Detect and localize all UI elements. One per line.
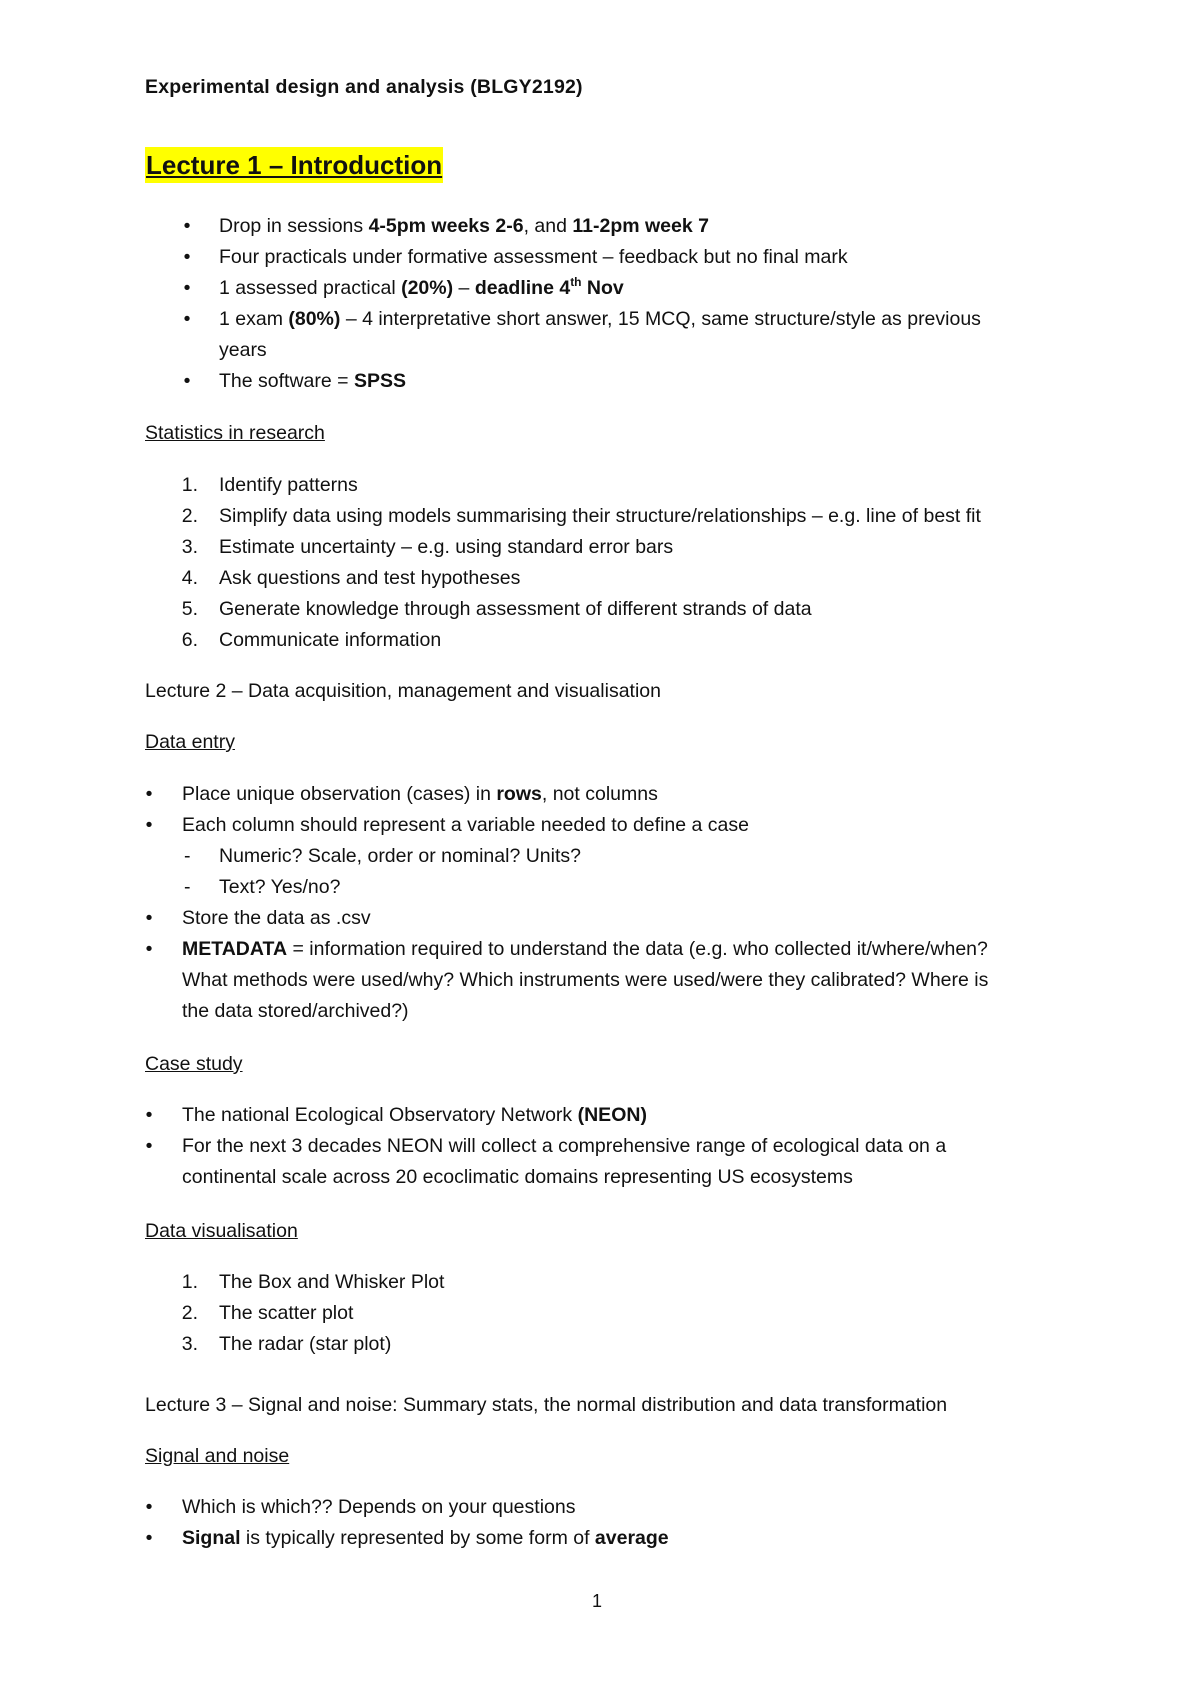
sub-list-item [0, 841, 1200, 872]
list-item-text: Generate knowledge through assessment of different strands of data [219, 598, 812, 620]
list-item [0, 594, 1200, 625]
list-item-text: continental scale across 20 ecoclimatic domains representing US ecosystems [182, 1166, 853, 1188]
list-item-text: Numeric? Scale, order or nominal? Units? [219, 845, 581, 867]
list-item [0, 1329, 1200, 1360]
list-item-text: Each column should represent a variable needed to define a case [182, 814, 749, 836]
list-item-text: Text? Yes/no? [219, 876, 341, 898]
case-study-heading: Case study [145, 1053, 243, 1075]
bullet-icon: • [183, 370, 191, 392]
list-item [0, 779, 1200, 810]
bullet-icon: • [145, 938, 153, 960]
data-entry-heading: Data entry [145, 731, 235, 753]
list-item-continuation [0, 335, 1200, 366]
statistics-heading: Statistics in research [145, 422, 325, 444]
list-item-text: METADATA = information required to understand the data (e.g. who collected it/where/when? [182, 938, 988, 960]
list-number: 2. [181, 1302, 198, 1324]
list-item-text: What methods were used/why? Which instruments were used/were they calibrated? Where is [182, 969, 989, 991]
list-item-text: Which is which?? Depends on your questions [182, 1496, 576, 1518]
bullet-icon: • [145, 1527, 153, 1549]
list-item [0, 1492, 1200, 1523]
list-item [0, 1523, 1200, 1554]
list-item-text: The scatter plot [219, 1302, 354, 1324]
bullet-icon: • [183, 308, 191, 330]
list-number: 4. [181, 567, 198, 589]
list-item [0, 211, 1200, 242]
list-number: 3. [181, 536, 198, 558]
list-item-text: Ask questions and test hypotheses [219, 567, 521, 589]
list-item [0, 501, 1200, 532]
dash-icon: - [184, 876, 191, 898]
dash-icon: - [184, 845, 191, 867]
list-item-text: the data stored/archived?) [182, 1000, 409, 1022]
list-item [0, 1131, 1200, 1162]
list-item-continuation [0, 996, 1200, 1027]
list-number: 2. [181, 505, 198, 527]
data-entry-list [0, 779, 1200, 1027]
bullet-icon: • [145, 1104, 153, 1126]
signal-noise-list [0, 1492, 1200, 1554]
list-item [0, 934, 1200, 965]
list-item [0, 563, 1200, 594]
bullet-icon: • [183, 277, 191, 299]
case-study-list [0, 1100, 1200, 1193]
bullet-icon: • [145, 814, 153, 836]
bullet-icon: • [183, 246, 191, 268]
list-number: 1. [181, 1271, 198, 1293]
list-item-text: Signal is typically represented by some form of average [182, 1527, 669, 1549]
list-item-text: The national Ecological Observatory Network (NEON) [182, 1104, 647, 1126]
list-item [0, 470, 1200, 501]
list-item [0, 625, 1200, 656]
list-item-text: Estimate uncertainty – e.g. using standard error bars [219, 536, 674, 558]
signal-noise-heading: Signal and noise [145, 1445, 290, 1467]
list-number: 6. [181, 629, 198, 651]
list-item-text: 1 exam (80%) – 4 interpretative short answer, 15 MCQ, same structure/style as previous [219, 308, 981, 330]
list-item-text: years [219, 339, 267, 361]
page-number: 1 [592, 1591, 603, 1611]
list-item [0, 1267, 1200, 1298]
list-item [0, 1298, 1200, 1329]
statistics-list [0, 470, 1200, 656]
data-visualisation-list [0, 1267, 1200, 1360]
list-item-text: For the next 3 decades NEON will collect a comprehensive range of ecological data on a [182, 1135, 947, 1157]
list-item [0, 903, 1200, 934]
list-item [0, 304, 1200, 335]
document-title: Experimental design and analysis (BLGY2192) [145, 76, 583, 98]
bullet-icon: • [145, 1135, 153, 1157]
list-item-text: Store the data as .csv [182, 907, 371, 929]
list-item [0, 532, 1200, 563]
bullet-icon: • [183, 215, 191, 237]
bullet-icon: • [145, 1496, 153, 1518]
list-number: 3. [181, 1333, 198, 1355]
lecture-1-heading: Lecture 1 – Introduction [145, 147, 443, 183]
lecture-1-bullet-list [0, 211, 1200, 397]
sub-list-item [0, 872, 1200, 903]
lecture-3-heading: Lecture 3 – Signal and noise: Summary stats, the normal distribution and data transformation [145, 1394, 948, 1416]
list-item-text: Drop in sessions 4-5pm weeks 2-6, and 11-2pm week 7 [219, 215, 709, 237]
list-item [0, 273, 1200, 304]
list-item-continuation [0, 1162, 1200, 1193]
data-visualisation-heading: Data visualisation [145, 1220, 298, 1242]
list-item [0, 366, 1200, 397]
list-number: 1. [181, 474, 198, 496]
list-item-continuation [0, 965, 1200, 996]
list-item [0, 242, 1200, 273]
list-item-text: The software = SPSS [219, 370, 406, 392]
list-item-text: The radar (star plot) [219, 1333, 392, 1355]
list-item-text: Four practicals under formative assessment – feedback but no final mark [219, 246, 848, 268]
list-number: 5. [181, 598, 198, 620]
lecture-2-heading: Lecture 2 – Data acquisition, management and visualisation [145, 680, 661, 702]
list-item-text: Place unique observation (cases) in rows, not columns [182, 783, 658, 805]
list-item-text: The Box and Whisker Plot [219, 1271, 445, 1293]
list-item-text: Simplify data using models summarising their structure/relationships – e.g. line of best fit [219, 505, 981, 527]
list-item [0, 810, 1200, 841]
list-item-text: 1 assessed practical (20%) – deadline 4th Nov [219, 275, 624, 299]
bullet-icon: • [145, 783, 153, 805]
list-item-text: Communicate information [219, 629, 442, 651]
bullet-icon: • [145, 907, 153, 929]
list-item [0, 1100, 1200, 1131]
list-item-text: Identify patterns [219, 474, 358, 496]
